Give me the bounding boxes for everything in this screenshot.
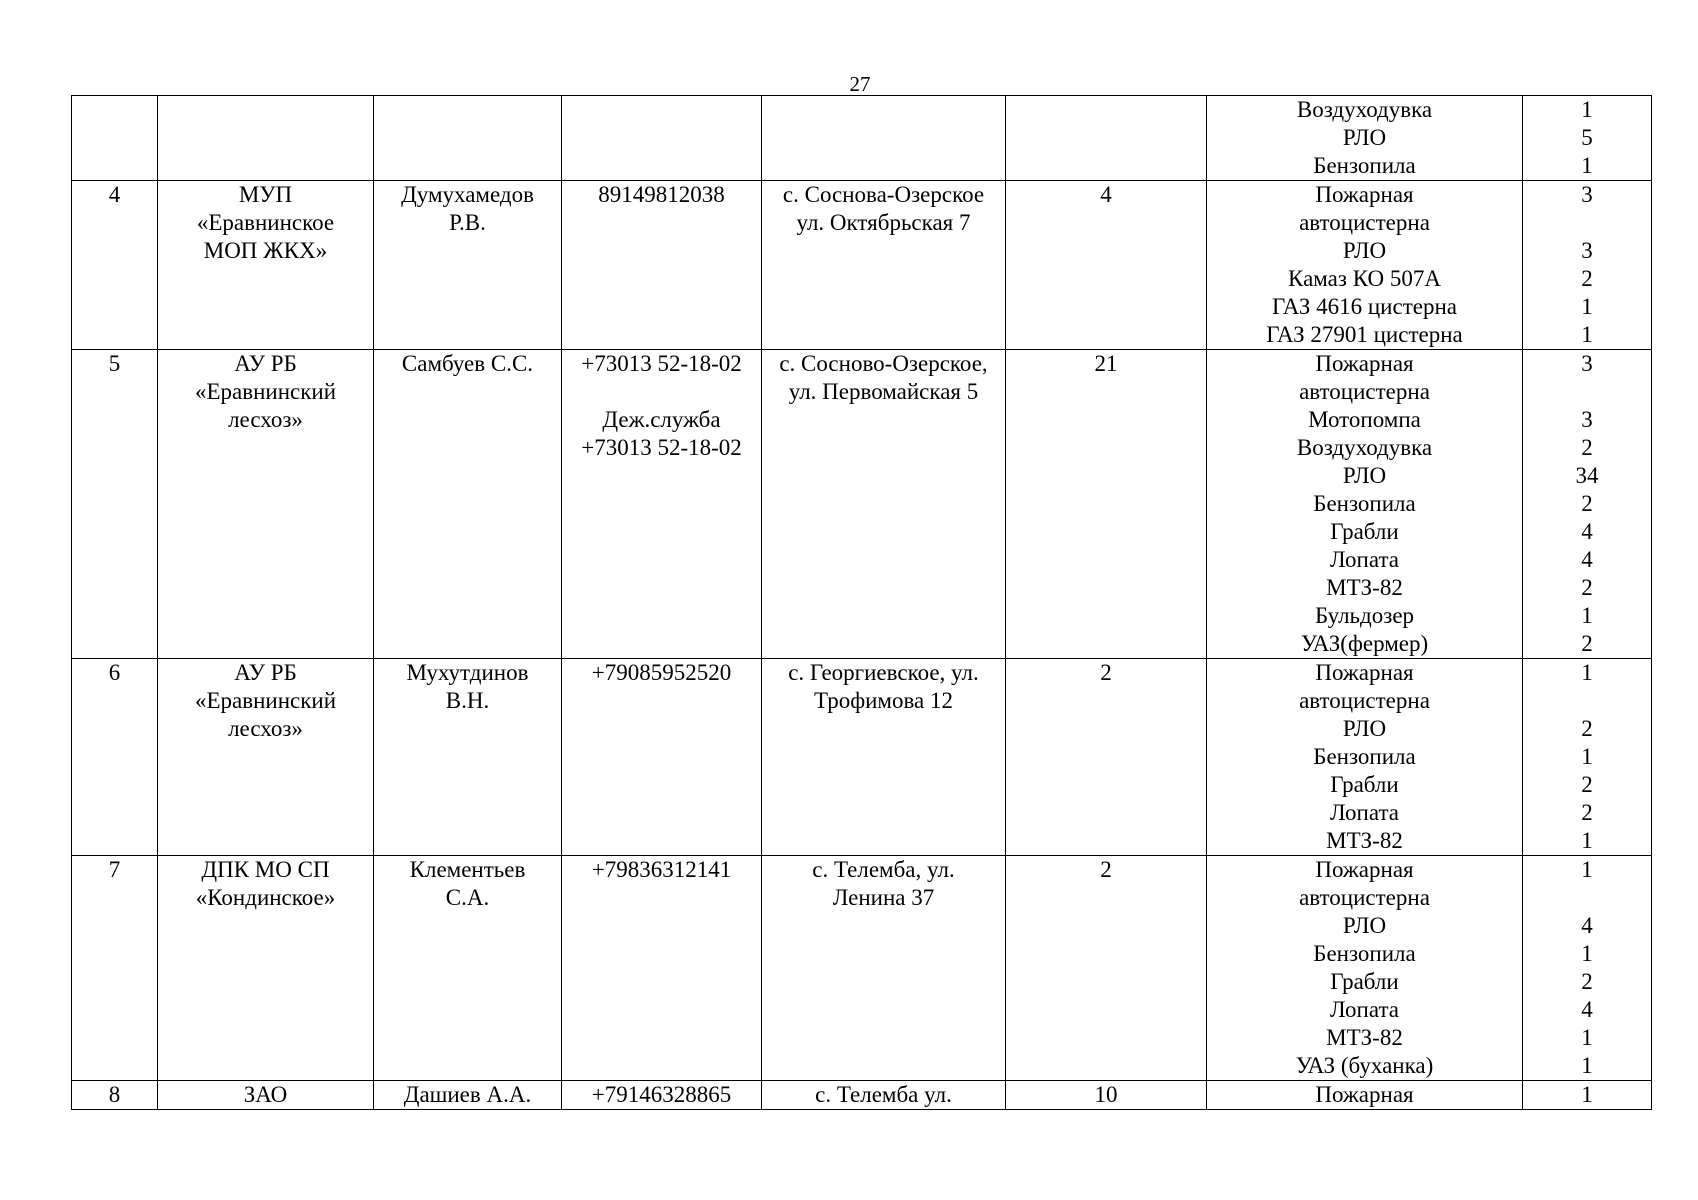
cell-equipment-line: Воздуходувка	[1296, 435, 1433, 460]
cell-address-line: с. Георгиевское, ул.	[788, 660, 979, 685]
cell-equipment-line: Бензопила	[1313, 941, 1416, 966]
cell-staff-value: 2	[1100, 857, 1112, 882]
cell-equipment-line: Грабли	[1330, 969, 1399, 994]
page-number: 27	[849, 72, 871, 96]
cell-number-value: 8	[108, 1082, 121, 1107]
cell-equipment-line: МТЗ-82	[1326, 1025, 1403, 1050]
cell-address	[762, 96, 1006, 181]
cell-quantity-line: 3	[1581, 351, 1593, 376]
cell-organization	[158, 659, 374, 856]
cell-number-value: 5	[108, 351, 121, 376]
cell-address-line: с. Телемба, ул.	[812, 857, 955, 882]
cell-address-line: с. Сосново-Озерское,	[779, 351, 988, 376]
cell-address-line: ул. Октябрьская 7	[796, 210, 971, 235]
cell-quantity-line: 2	[1581, 800, 1593, 825]
cell-equipment-line: Бульдозер	[1314, 603, 1415, 628]
cell-equipment-line: Пожарная	[1315, 660, 1414, 685]
table-row	[72, 96, 1652, 181]
cell-equipment-line: ГАЗ 27901 цистерна	[1266, 322, 1463, 347]
cell-head-line: С.А.	[445, 885, 490, 910]
cell-quantity-line: 4	[1581, 997, 1593, 1022]
cell-organization	[158, 96, 374, 181]
cell-head-line: В.Н.	[445, 688, 490, 713]
cell-address	[762, 659, 1006, 856]
cell-equipment-line: РЛО	[1342, 238, 1387, 263]
cell-equipment-line: ГАЗ 4616 цистерна	[1272, 294, 1457, 319]
cell-equipment-line: Пожарная	[1315, 351, 1414, 376]
cell-quantity-line: 2	[1581, 969, 1593, 994]
cell-quantity-line: 1	[1581, 153, 1593, 178]
cell-organization-line: ЗАО	[243, 1082, 288, 1107]
cell-quantity-line: 1	[1581, 322, 1593, 347]
cell-organization	[158, 1081, 374, 1110]
cell-staff	[1006, 181, 1207, 350]
cell-phone	[562, 659, 762, 856]
cell-quantity-line: 4	[1581, 913, 1593, 938]
cell-address	[762, 1081, 1006, 1110]
cell-quantity-line	[1527, 209, 1647, 237]
cell-phone	[562, 856, 762, 1081]
cell-quantity-line: 1	[1581, 294, 1593, 319]
cell-organization	[158, 350, 374, 659]
cell-head	[374, 96, 562, 181]
cell-quantity-line: 1	[1581, 660, 1593, 685]
cell-equipment-line: автоцистерна	[1299, 379, 1430, 404]
cell-organization-line: «Еравнинский	[194, 379, 337, 404]
cell-equipment-line: Пожарная	[1315, 1082, 1414, 1107]
cell-equipment	[1207, 659, 1523, 856]
cell-equipment	[1207, 856, 1523, 1081]
cell-equipment-line: РЛО	[1342, 463, 1387, 488]
cell-quantity-line: 3	[1581, 238, 1593, 263]
cell-staff-value: 4	[1100, 182, 1112, 207]
cell-equipment-line: Грабли	[1330, 772, 1399, 797]
cell-number-value: 4	[108, 182, 121, 207]
cell-equipment	[1207, 1081, 1523, 1110]
cell-equipment	[1207, 96, 1523, 181]
cell-quantity-line: 1	[1581, 603, 1593, 628]
cell-organization-line: МУП	[238, 182, 293, 207]
cell-equipment-line: РЛО	[1342, 716, 1387, 741]
cell-quantity-line: 1	[1581, 828, 1593, 853]
cell-equipment-line: Воздуходувка	[1296, 97, 1433, 122]
cell-phone-line: Деж.служба	[602, 407, 721, 432]
cell-phone-line	[566, 378, 757, 406]
cell-phone-line: +73013 52-18-02	[581, 351, 742, 376]
cell-head-line: Р.В.	[449, 210, 486, 235]
cell-staff	[1006, 659, 1207, 856]
cell-staff	[1006, 96, 1207, 181]
cell-quantity-line	[1527, 378, 1647, 406]
cell-equipment-line: автоцистерна	[1299, 688, 1430, 713]
cell-equipment	[1207, 181, 1523, 350]
resources-table	[71, 95, 1652, 1110]
cell-address	[762, 350, 1006, 659]
cell-equipment-line: МТЗ-82	[1326, 828, 1403, 853]
cell-address-line: Трофимова 12	[814, 688, 953, 713]
cell-equipment-line: МТЗ-82	[1326, 575, 1403, 600]
cell-address-line: ул. Первомайская 5	[788, 379, 979, 404]
cell-phone-line: +73013 52-18-02	[581, 435, 742, 460]
cell-address	[762, 856, 1006, 1081]
cell-quantity-line: 2	[1581, 266, 1593, 291]
cell-quantity-line: 4	[1581, 519, 1593, 544]
table-row	[72, 1081, 1652, 1110]
cell-organization-line: «Еравнинский	[194, 688, 337, 713]
cell-phone	[562, 181, 762, 350]
cell-address-line: с. Телемба ул.	[815, 1082, 952, 1107]
cell-phone-line: +79085952520	[591, 660, 732, 685]
cell-quantity-line: 2	[1581, 716, 1593, 741]
cell-staff-value: 21	[1094, 351, 1118, 376]
cell-phone-line: 89149812038	[598, 182, 725, 207]
table-row	[72, 350, 1652, 659]
cell-equipment-line: РЛО	[1342, 913, 1387, 938]
cell-equipment	[1207, 350, 1523, 659]
cell-quantity	[1523, 350, 1652, 659]
cell-quantity-line	[1527, 687, 1647, 715]
cell-organization-line: лесхоз»	[228, 407, 303, 432]
cell-quantity-line: 1	[1581, 1082, 1593, 1107]
cell-quantity-line: 2	[1581, 491, 1593, 516]
cell-quantity-line: 2	[1581, 575, 1593, 600]
cell-head-line: Мухутдинов	[406, 660, 529, 685]
cell-head-line: Дашиев А.А.	[403, 1082, 532, 1107]
cell-address	[762, 181, 1006, 350]
cell-quantity-line: 34	[1575, 463, 1599, 488]
cell-organization-line: лесхоз»	[228, 716, 303, 741]
cell-organization	[158, 856, 374, 1081]
cell-quantity-line: 3	[1581, 182, 1593, 207]
cell-number	[72, 856, 158, 1081]
table-row	[72, 659, 1652, 856]
cell-equipment-line: Бензопила	[1313, 744, 1416, 769]
cell-equipment-line: Грабли	[1330, 519, 1399, 544]
table-row	[72, 856, 1652, 1081]
cell-equipment-line: УАЗ(фермер)	[1300, 631, 1429, 656]
cell-equipment-line: Бензопила	[1313, 491, 1416, 516]
cell-equipment-line: Лопата	[1330, 547, 1399, 572]
cell-quantity-line: 1	[1581, 941, 1593, 966]
cell-head	[374, 1081, 562, 1110]
cell-number-value: 7	[108, 857, 121, 882]
cell-quantity	[1523, 1081, 1652, 1110]
cell-number	[72, 181, 158, 350]
cell-equipment-line: Лопата	[1330, 997, 1399, 1022]
cell-head	[374, 350, 562, 659]
cell-address-line: Ленина 37	[832, 885, 935, 910]
cell-phone	[562, 350, 762, 659]
cell-quantity-line	[1527, 884, 1647, 912]
cell-organization-line: АУ РБ	[234, 660, 297, 685]
cell-phone	[562, 1081, 762, 1110]
cell-quantity-line: 2	[1581, 435, 1593, 460]
cell-address-line: с. Соснова-Озерское	[782, 182, 985, 207]
cell-organization-line: МОП ЖКХ»	[203, 238, 328, 263]
cell-staff	[1006, 856, 1207, 1081]
cell-head-line: Клементьев	[409, 857, 526, 882]
cell-staff	[1006, 350, 1207, 659]
cell-organization-line: «Кондинское»	[195, 885, 336, 910]
cell-quantity-line: 3	[1581, 407, 1593, 432]
cell-number	[72, 659, 158, 856]
cell-number	[72, 1081, 158, 1110]
cell-head	[374, 856, 562, 1081]
cell-staff-value: 2	[1100, 660, 1112, 685]
cell-head-line: Думухамедов	[401, 182, 534, 207]
cell-quantity-line: 1	[1581, 1025, 1593, 1050]
cell-equipment-line: УАЗ (буханка)	[1295, 1053, 1434, 1078]
cell-quantity-line: 1	[1581, 744, 1593, 769]
cell-number-value: 6	[108, 660, 121, 685]
cell-quantity	[1523, 659, 1652, 856]
cell-quantity-line: 1	[1581, 97, 1593, 122]
cell-phone-line: +79146328865	[591, 1082, 732, 1107]
cell-head	[374, 181, 562, 350]
cell-equipment-line: Лопата	[1330, 800, 1399, 825]
cell-equipment-line: Камаз КО 507А	[1288, 266, 1441, 291]
cell-staff	[1006, 1081, 1207, 1110]
cell-equipment-line: автоцистерна	[1299, 210, 1430, 235]
cell-equipment-line: автоцистерна	[1299, 885, 1430, 910]
cell-organization-line: «Еравнинское	[196, 210, 335, 235]
cell-quantity-line: 2	[1581, 631, 1593, 656]
cell-equipment-line: Пожарная	[1315, 182, 1414, 207]
cell-head	[374, 659, 562, 856]
cell-organization-line: АУ РБ	[234, 351, 297, 376]
cell-quantity-line: 5	[1581, 125, 1593, 150]
cell-staff-value: 10	[1094, 1082, 1118, 1107]
cell-quantity-line: 4	[1581, 547, 1593, 572]
cell-quantity	[1523, 96, 1652, 181]
cell-organization	[158, 181, 374, 350]
cell-equipment-line: Мотопомпа	[1308, 407, 1421, 432]
cell-quantity-line: 1	[1581, 1053, 1593, 1078]
cell-phone-line: +79836312141	[591, 857, 732, 882]
cell-equipment-line: Пожарная	[1315, 857, 1414, 882]
cell-number	[72, 350, 158, 659]
table-body	[72, 96, 1652, 1110]
cell-equipment-line: РЛО	[1342, 125, 1387, 150]
cell-quantity	[1523, 856, 1652, 1081]
cell-organization-line: ДПК МО СП	[201, 857, 330, 882]
cell-head-line: Самбуев С.С.	[401, 351, 534, 376]
cell-quantity	[1523, 181, 1652, 350]
cell-phone	[562, 96, 762, 181]
cell-number	[72, 96, 158, 181]
table-row	[72, 181, 1652, 350]
cell-quantity-line: 1	[1581, 857, 1593, 882]
cell-equipment-line: Бензопила	[1313, 153, 1416, 178]
cell-quantity-line: 2	[1581, 772, 1593, 797]
